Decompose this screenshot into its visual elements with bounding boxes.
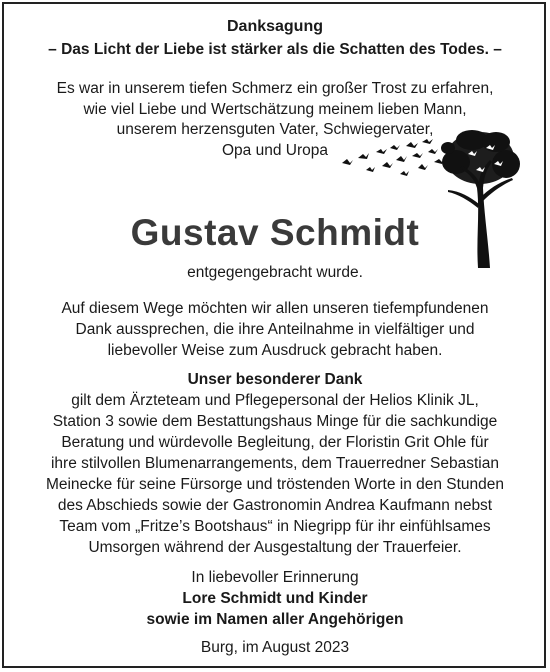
received-line: entgegengebracht wurde. [187,264,363,281]
special-thanks-line: ihre stilvollen Blumenarrangements, dem Trauerredner Sebastian [50,455,499,472]
signatory: sowie im Namen aller Angehörigen [146,611,404,628]
special-thanks-line: Team vom „Fritze’s Bootshaus“ in Niegripp für ihr einfühlsames [59,518,491,535]
place-date: Burg, im August 2023 [200,639,350,656]
intro-line: wie viel Liebe und Wertschätzung meinem lieben Mann, [83,101,467,118]
thanks-line: liebevoller Weise zum Ausdruck gebracht haben. [107,342,443,359]
special-thanks-line: des Abschieds sowie der Gastronomin Andrea Kaufmann nebst [57,497,493,514]
thanks-line: Auf diesem Wege möchten wir allen unseren tiefempfundenen [61,300,489,317]
special-thanks-line: Umsorgen während der Ausgestaltung der Trauerfeier. [88,539,462,556]
intro-line: Opa und Uropa [222,142,328,159]
special-thanks-line: gilt dem Ärzteteam und Pflegepersonal der Helios Klinik JL, [71,392,479,409]
intro-line: unserem herzensguten Vater, Schwiegervater, [116,121,434,138]
closing-intro: In liebevoller Erinnerung [191,569,359,586]
motto: – Das Licht der Liebe ist stärker als die Schatten des Todes. – [48,41,502,58]
special-thanks-line: Meinecke für seine Fürsorge und tröstenden Worte in den Stunden [45,476,505,493]
thanks-line: Dank aussprechen, die ihre Anteilnahme in vielfältiger und [75,321,475,338]
signatory: Lore Schmidt und Kinder [182,590,368,607]
special-thanks-heading: Unser besonderer Dank [187,371,363,388]
intro-line: Es war in unserem tiefen Schmerz ein großer Trost zu erfahren, [56,80,494,97]
special-thanks-line: Station 3 sowie dem Bestattungshaus Minge für die sachkundige [52,413,498,430]
special-thanks-line: Beratung und würdevolle Begleitung, der Floristin Grit Ohle für [61,434,489,451]
heading: Danksagung [226,18,323,35]
deceased-name: Gustav Schmidt [130,212,420,253]
